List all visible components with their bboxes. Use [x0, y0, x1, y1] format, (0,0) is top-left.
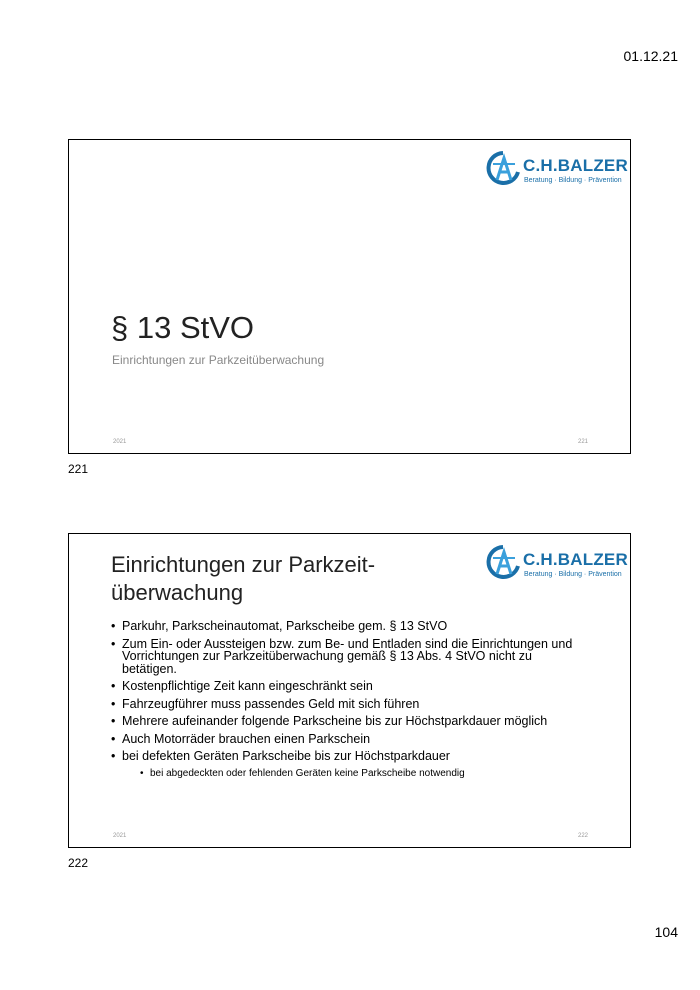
slide-title-line-2: überwachung [111, 580, 244, 605]
company-logo [485, 544, 628, 584]
bullet-item: • Kostenpflichtige Zeit kann eingeschränkt sein [111, 680, 581, 693]
slide-221 [68, 139, 631, 454]
bullet-item: • Auch Motorräder brauchen einen Parkschein [111, 733, 581, 746]
slide-label: 222 [68, 856, 89, 870]
logo-mark-icon [485, 544, 521, 582]
bullet-item: • Zum Ein- oder Aussteigen bzw. zum Be- und Entladen sind die Einrichtungen und Vorrichtungen zur Parkzeitüberwachung gemäß § 13 Abs. 4 StVO nicht zu betätigen. [111, 638, 581, 676]
slide-title [111, 551, 441, 607]
slide-title: § 13 StVO [111, 310, 255, 345]
bullet-item-text: bei defekten Geräten Parkscheibe bis zur Höchstparkdauer [122, 749, 450, 763]
sub-bullet-list [122, 768, 581, 779]
logo-mark-icon [485, 150, 521, 188]
sub-bullet-item: • bei abgedeckten oder fehlenden Geräten keine Parkscheibe notwendig [140, 768, 581, 779]
bullet-list [111, 620, 581, 784]
bullet-item: • Mehrere aufeinander folgende Parkscheine bis zur Höchstparkdauer möglich [111, 715, 581, 728]
slide-footer-year: 2021 [113, 833, 127, 839]
logo-tagline: Beratung · Bildung · Prävention [524, 177, 622, 184]
page-number: 104 [654, 924, 678, 940]
slide-title-line-1: Einrichtungen zur Parkzeit- [111, 552, 376, 577]
company-logo [485, 150, 628, 190]
slide-subtitle: Einrichtungen zur Parkzeitüberwachung [112, 353, 325, 367]
slide-footer-number: 221 [577, 439, 588, 445]
print-date: 01.12.21 [623, 48, 678, 64]
bullet-item: • Parkuhr, Parkscheinautomat, Parkscheibe gem. § 13 StVO [111, 620, 581, 633]
slide-footer-year: 2021 [113, 439, 127, 445]
slide-label: 221 [68, 462, 89, 476]
bullet-item-with-sub [111, 750, 581, 779]
bullet-item: • Fahrzeugführer muss passendes Geld mit sich führen [111, 698, 581, 711]
slide-222 [68, 533, 631, 848]
logo-tagline: Beratung · Bildung · Prävention [524, 571, 622, 578]
slide-footer-number: 222 [577, 833, 588, 839]
logo-brand: C.H.BALZER [523, 550, 628, 569]
logo-brand: C.H.BALZER [523, 156, 628, 175]
